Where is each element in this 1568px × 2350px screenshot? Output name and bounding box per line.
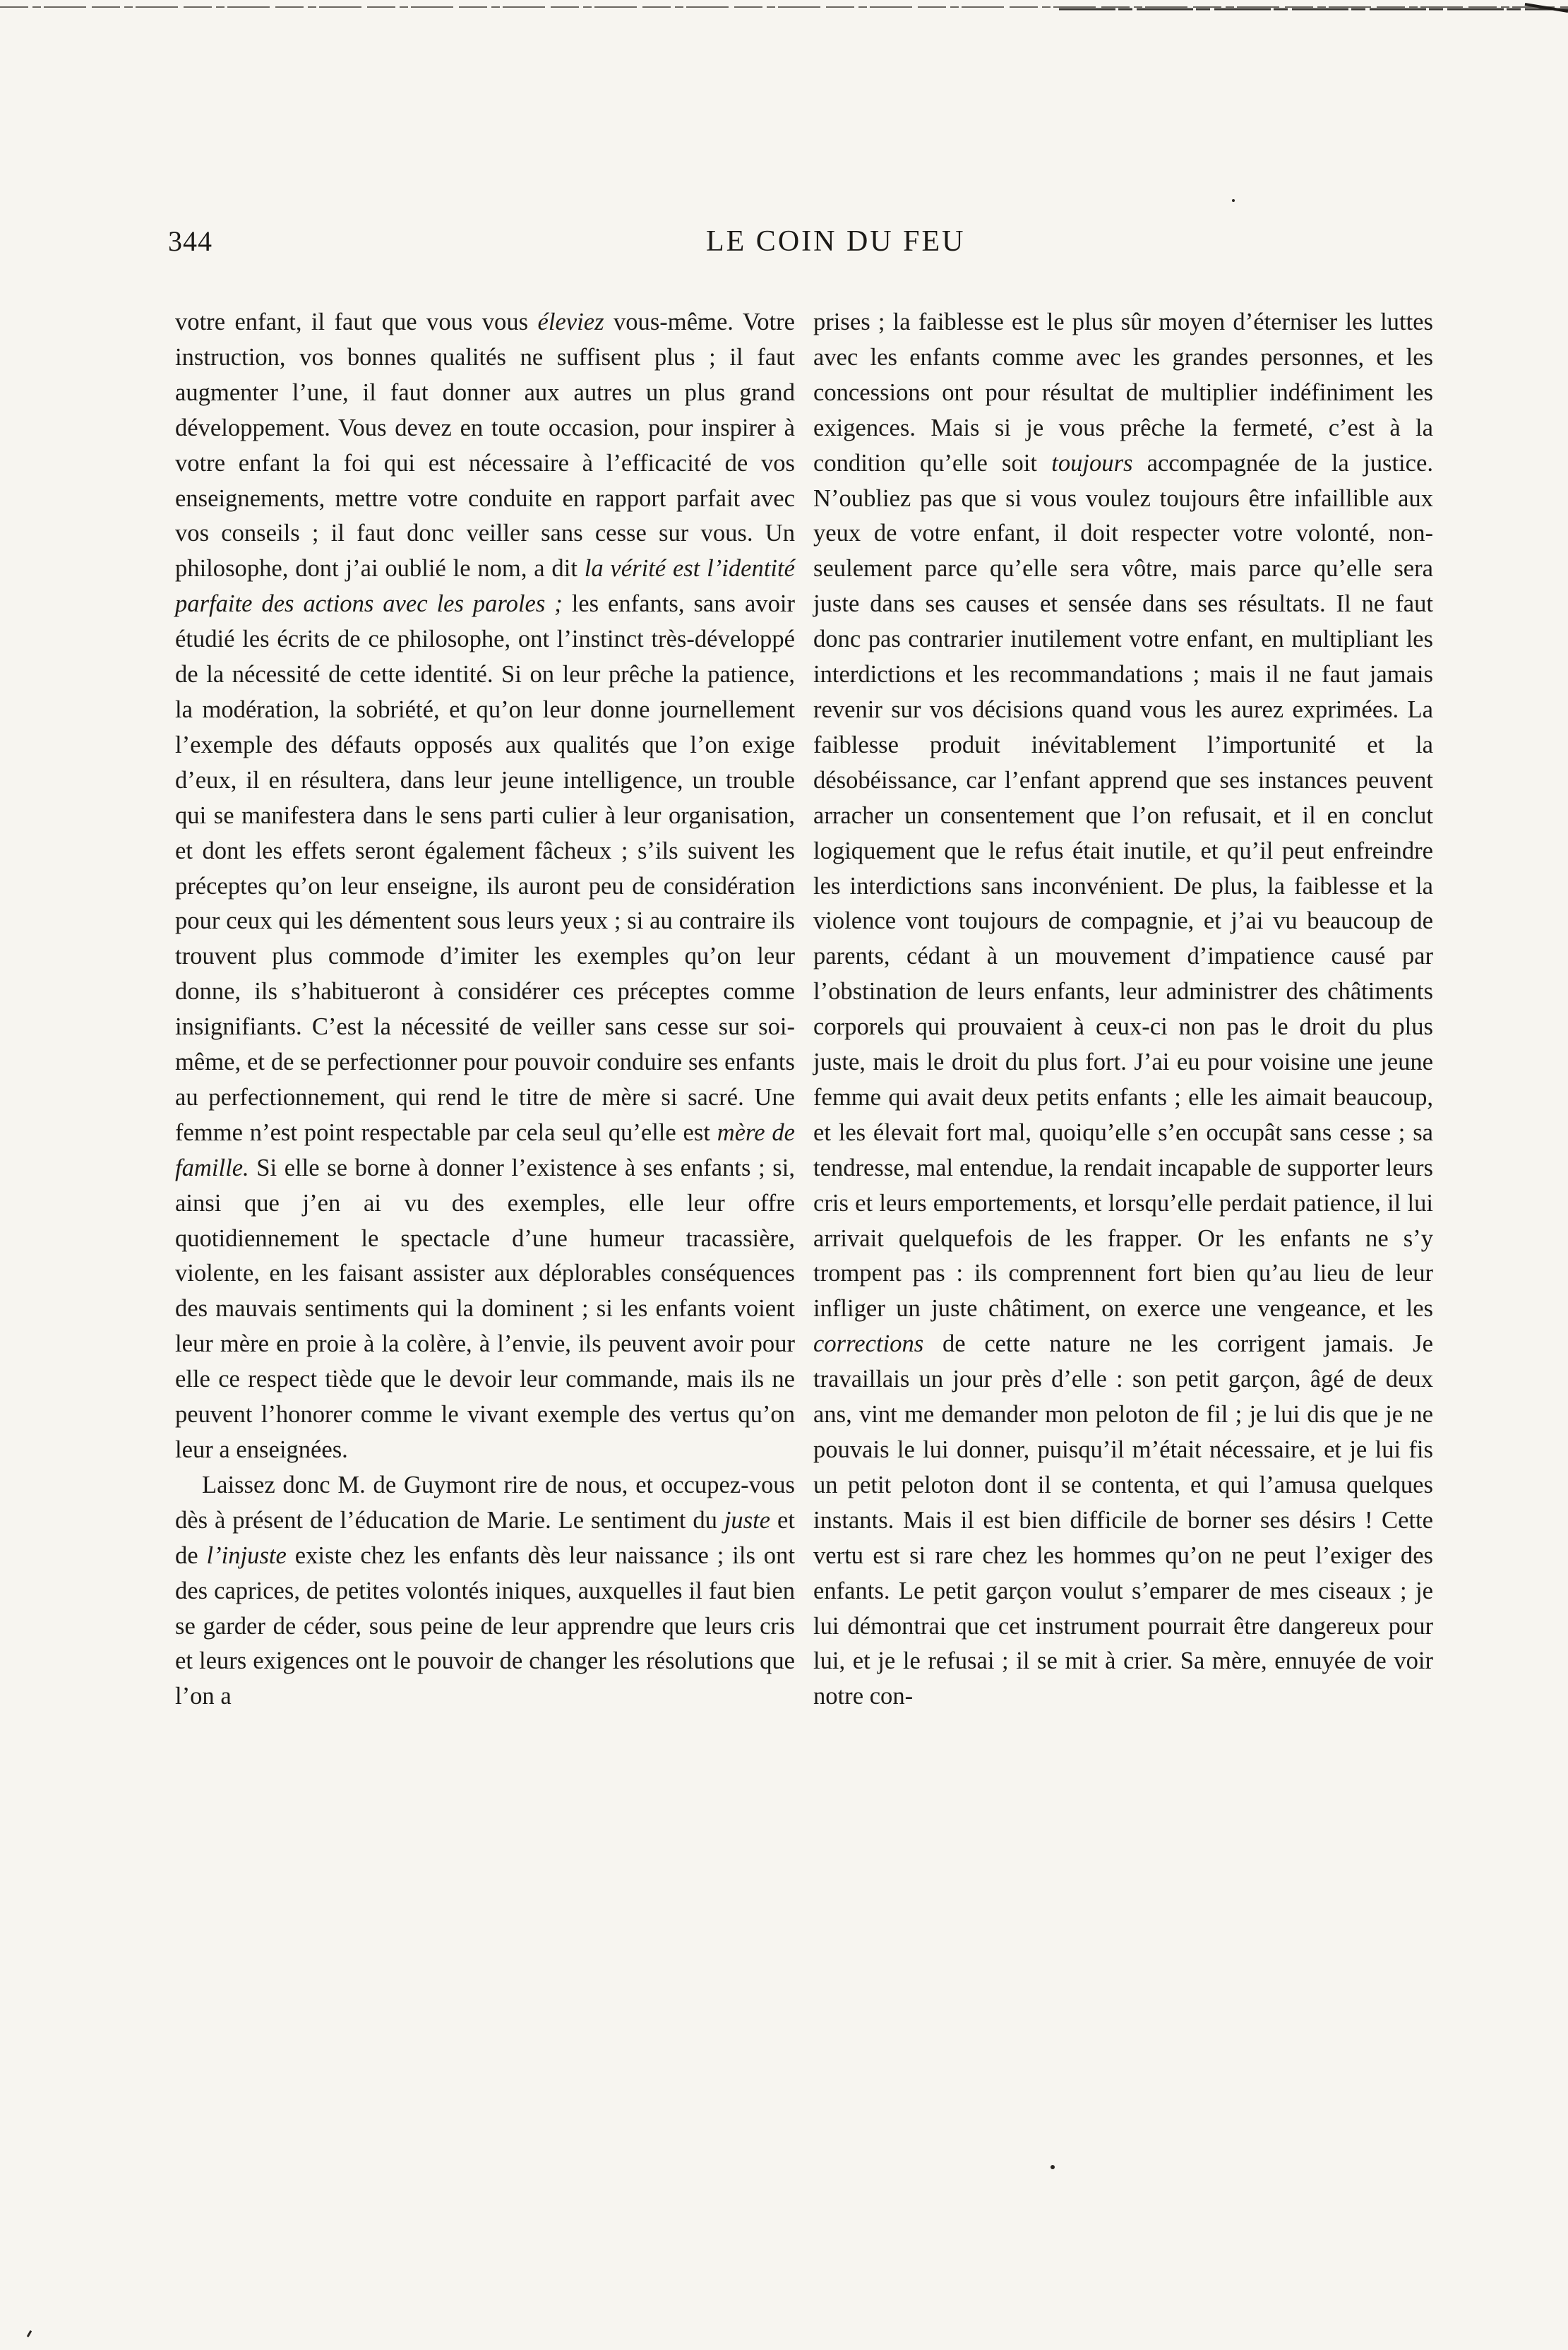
scan-speck [27, 2330, 32, 2337]
scan-speck [1051, 2165, 1055, 2169]
scan-edge-rule [0, 3, 1568, 14]
paragraph: Laissez donc M. de Guymont rire de nous, et occupez-vous dès à présent de l’éducation de Marie. Le sentiment du juste et de l’injuste existe chez les enfants dès leur naissance ; ils ont des caprices, de petites volontés iniques, auxquelles il faut bien se garder de céder, sous peine de leur apprendre que leurs cris et leurs exigences ont le pouvoir de changer les résolutions que l’on a [175, 1471, 795, 1710]
scan-speck [1232, 199, 1235, 202]
running-title: LE COIN DU FEU [706, 225, 966, 258]
left-column [175, 305, 795, 1714]
right-column [813, 305, 1433, 1714]
page-number: 344 [168, 225, 213, 257]
paragraph: prises ; la faiblesse est le plus sûr moyen d’éterniser les luttes avec les enfants comme avec les grandes personnes, et les concessions ont pour résultat de multiplier indéfiniment les exigences. Mais si je vous prêche la fermeté, c’est à la condition qu’elle soit toujours accompagnée de la justice. N’oubliez pas que si vous voulez toujours être infaillible aux yeux de votre enfant, il doit respecter votre volonté, non-seulement parce qu’elle sera vôtre, mais parce qu’elle sera juste dans ses causes et sensée dans ses résultats. Il ne faut donc pas contrarier inutilement votre enfant, en multipliant les interdictions et les recommandations ; mais il ne faut jamais revenir sur vos décisions quand vous les aurez exprimées. La faiblesse produit inévitablement l’importunité et la désobéissance, car l’enfant apprend que ses instances peuvent arracher un consentement que l’on refusait, et il en conclut logiquement que le refus était inutile, et qu’il peut enfreindre les interdictions sans inconvénient. De plus, la faiblesse et la violence vont toujours de compagnie, et j’ai vu beaucoup de parents, cédant à un mouvement d’impatience causé par l’obstination de leurs enfants, leur administrer des châtiments corporels qui prouvaient à ceux-ci non pas le droit du plus juste, mais le droit du plus fort. J’ai eu pour voisine une jeune femme qui avait deux petits enfants ; elle les aimait beaucoup, et les élevait fort mal, quoiqu’elle s’en occupât sans cesse ; sa tendresse, mal entendue, la rendait incapable de supporter leurs cris et leurs emportements, et lorsqu’elle perdait patience, il lui arrivait quelquefois de les frapper. Or les enfants ne s’y trompent pas : ils comprennent fort bien qu’au lieu de leur infliger un juste châtiment, on exerce une vengeance, et les corrections de cette nature ne les corrigent jamais. Je travaillais un jour près d’elle : son petit garçon, âgé de deux ans, vint me demander mon peloton de fil ; je lui dis que je ne pouvais le lui donner, puisqu’il m’était nécessaire, et je lui fis un petit peloton dont il se contenta, et qui l’amusa quelques instants. Mais il est bien difficile de borner ses désirs ! Cette vertu est si rare chez les hommes qu’on ne peut l’exiger des enfants. Le petit garçon voulut s’emparer de mes ciseaux ; je lui démontrai que cet instrument pourrait être dangereux pour lui, et je le refusai ; il se mit à crier. Sa mère, ennuyée de voir notre con- [813, 309, 1433, 1710]
paragraph: votre enfant, il faut que vous vous éleviez vous-même. Votre instruction, vos bonnes qualités ne suffisent plus ; il faut augmenter l’une, il faut donner aux autres un plus grand développement. Vous devez en toute occasion, pour inspirer à votre enfant la foi qui est nécessaire à l’efficacité de vos enseignements, mettre votre conduite en rapport parfait avec vos conseils ; il faut donc veiller sans cesse sur vous. Un philosophe, dont j’ai oublié le nom, a dit la vérité est l’identité parfaite des actions avec les paroles ; les enfants, sans avoir étudié les écrits de ce philosophe, ont l’instinct très-développé de la nécessité de cette identité. Si on leur prêche la patience, la modération, la sobriété, et qu’on leur donne journellement l’exemple des défauts opposés aux qualités que l’on exige d’eux, il en résultera, dans leur jeune intelligence, un trouble qui se manifestera dans le sens parti culier à leur organisation, et dont les effets seront également fâcheux ; s’ils suivent les préceptes qu’on leur enseigne, ils auront peu de considération pour ceux qui les démentent sous leurs yeux ; si au contraire ils trouvent plus commode d’imiter les exemples qu’on leur donne, ils s’habitueront à considérer ces préceptes comme insignifiants. C’est la nécessité de veiller sans cesse sur soi-même, et de se perfectionner pour pouvoir conduire ses enfants au perfectionnement, qui rend le titre de mère si sacré. Une femme n’est point respectable par cela seul qu’elle est mère de famille. Si elle se borne à donner l’existence à ses enfants ; si, ainsi que j’en ai vu des exemples, elle leur offre quotidiennement le spectacle d’une humeur tracassière, violente, en les faisant assister aux déplorables conséquences des mauvais sentiments qui la dominent ; si les enfants voient leur mère en proie à la colère, à l’envie, ils peuvent avoir pour elle ce respect tiède que le devoir leur commande, mais ils ne peuvent l’honorer comme le vivant exemple des vertus qu’on leur a enseignées. [175, 309, 795, 1463]
running-head [0, 225, 1568, 267]
